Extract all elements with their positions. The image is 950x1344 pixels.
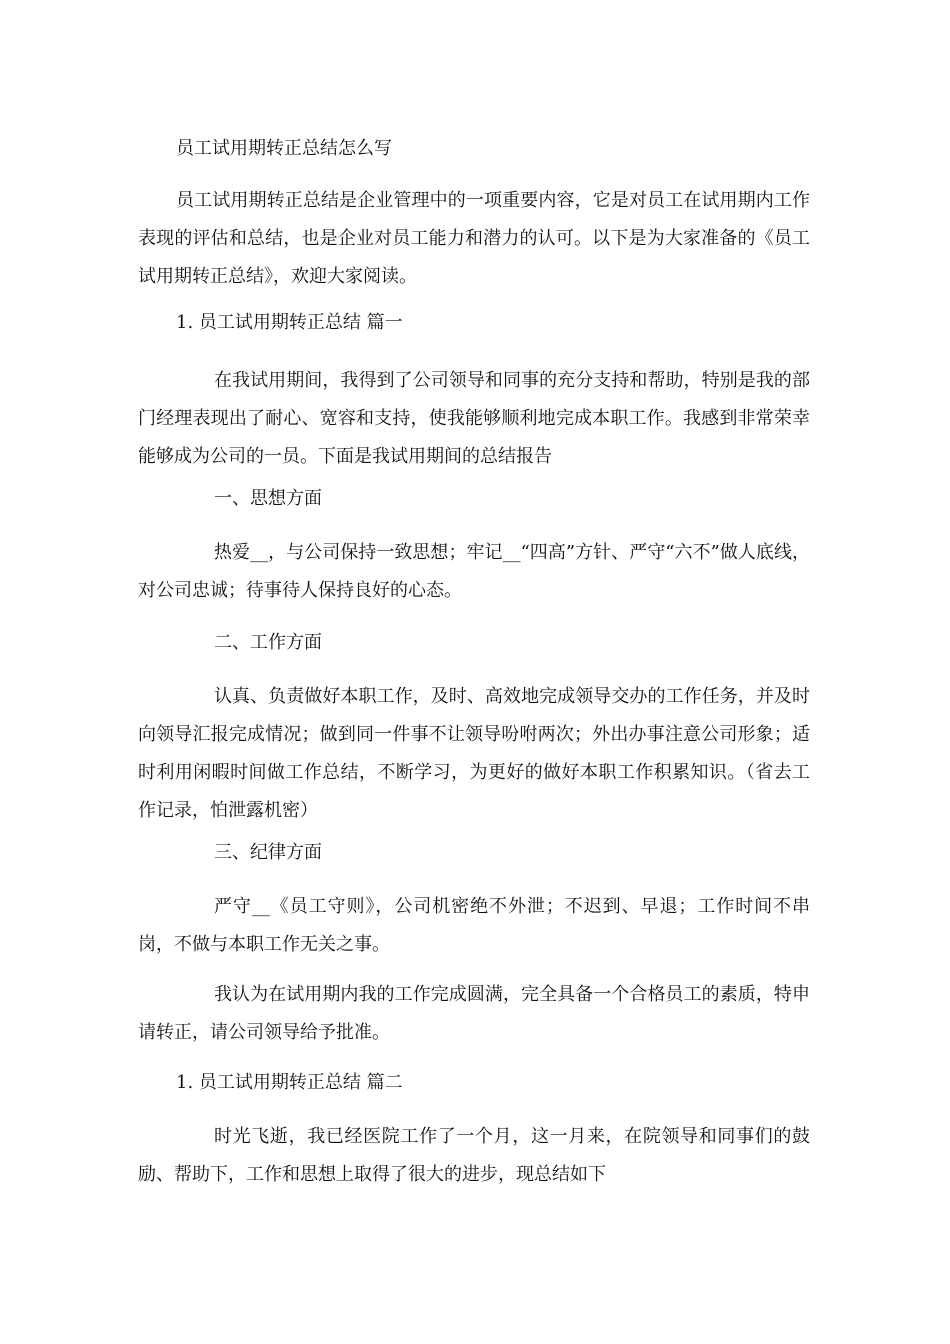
section-heading-2: 1. 员工试用期转正总结 篇二 [176, 1072, 403, 1093]
section1-paragraph-2: 热爱__，与公司保持一致思想；牢记__“四高”方针、严守“六不”做人底线，对公司忠诚；待事待人保持良好的心态。 [138, 542, 810, 601]
document-title: 员工试用期转正总结怎么写 [176, 138, 392, 159]
intro-paragraph: 员工试用期转正总结是企业管理中的一项重要内容，它是对员工在试用期内工作表现的评估和总结，也是企业对员工能力和潜力的认可。以下是为大家准备的《员工试用期转正总结》，欢迎大家阅读。 [138, 190, 810, 287]
section2-paragraph-1: 时光飞逝，我已经医院工作了一个月，这一月来，在院领导和同事们的鼓励、帮助下，工作和思想上取得了很大的进步，现总结如下 [138, 1126, 810, 1185]
section1-paragraph-4: 严守__《员工守则》，公司机密绝不外泄；不迟到、早退；工作时间不串岗，不做与本职工作无关之事。 [138, 896, 810, 955]
subheading-thought: 一、思想方面 [214, 488, 322, 509]
section-heading-1: 1. 员工试用期转正总结 篇一 [176, 312, 403, 333]
section1-paragraph-5: 我认为在试用期内我的工作完成圆满，完全具备一个合格员工的素质，特申请转正，请公司领导给予批准。 [138, 984, 810, 1043]
subheading-discipline: 三、纪律方面 [214, 842, 322, 863]
subheading-work: 二、工作方面 [214, 632, 322, 653]
section1-paragraph-3: 认真、负责做好本职工作，及时、高效地完成领导交办的工作任务，并及时向领导汇报完成情况；做到同一件事不让领导吩咐两次；外出办事注意公司形象；适时利用闲暇时间做工作总结，不断学习，为更好的做好本职工作积累知识。（省去工作记录，怕泄露机密） [138, 686, 810, 821]
section1-paragraph-1: 在我试用期间，我得到了公司领导和同事的充分支持和帮助，特别是我的部门经理表现出了耐心、宽容和支持，使我能够顺利地完成本职工作。我感到非常荣幸能够成为公司的一员。下面是我试用期间的总结报告 [138, 370, 810, 467]
